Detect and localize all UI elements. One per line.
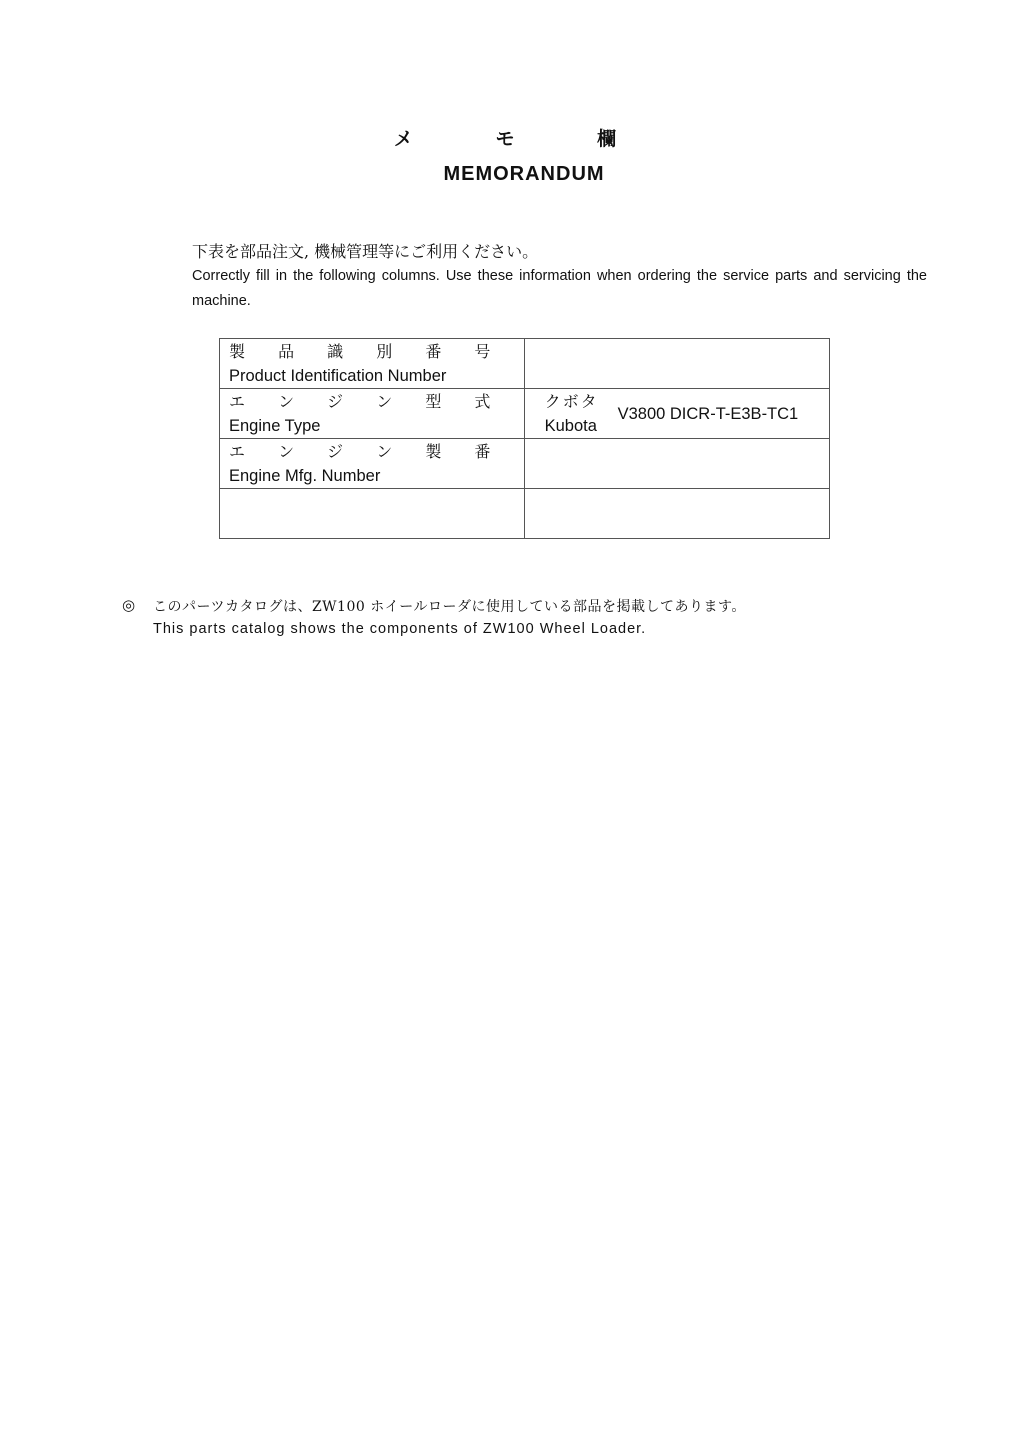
row-label: Engine Mfg. Number — [229, 467, 381, 485]
table-row — [220, 339, 830, 389]
engine-mfg-label-cell — [220, 439, 525, 489]
row-label-jp: エ ン ジ ン 型 式 — [229, 392, 505, 411]
engine-maker: Kubota — [544, 417, 597, 435]
note-text-jp: このパーツカタログは、ZW100 ホイールローダに使用している部品を掲載してあります。 — [153, 599, 746, 615]
product-id-value-cell — [524, 339, 829, 389]
table-row — [220, 439, 830, 489]
engine-mfg-value-cell — [524, 439, 829, 489]
note-text: This parts catalog shows the components of ZW100 Wheel Loader. — [153, 621, 647, 637]
page-title: MEMORANDUM — [443, 163, 605, 185]
row-label: Product Identification Number — [229, 367, 447, 385]
engine-type-value-cell — [524, 389, 829, 439]
engine-model: V3800 DICR-T-E3B-TC1 — [617, 405, 799, 423]
intro-text-jp: 下表を部品注文, 機械管理等にご利用ください。 — [192, 242, 539, 261]
row-label-jp: 製 品 識 別 番 号 — [229, 342, 505, 361]
table-row — [220, 489, 830, 539]
table-row — [220, 389, 830, 439]
page-title-jp: メ モ 欄 — [393, 128, 655, 150]
row-label-jp: エ ン ジ ン 製 番 — [229, 442, 505, 461]
intro-text: Correctly fill in the following columns. Use these information when ordering the service parts and servicing the machine. — [192, 268, 927, 309]
blank-value-cell — [524, 489, 829, 539]
engine-type-label-cell — [220, 389, 525, 439]
memo-table — [219, 338, 830, 539]
product-id-label-cell — [220, 339, 525, 389]
blank-label-cell — [220, 489, 525, 539]
engine-maker-jp: クボタ — [544, 392, 599, 411]
bullet-mark: ◎ — [122, 596, 136, 614]
row-label: Engine Type — [229, 417, 321, 435]
